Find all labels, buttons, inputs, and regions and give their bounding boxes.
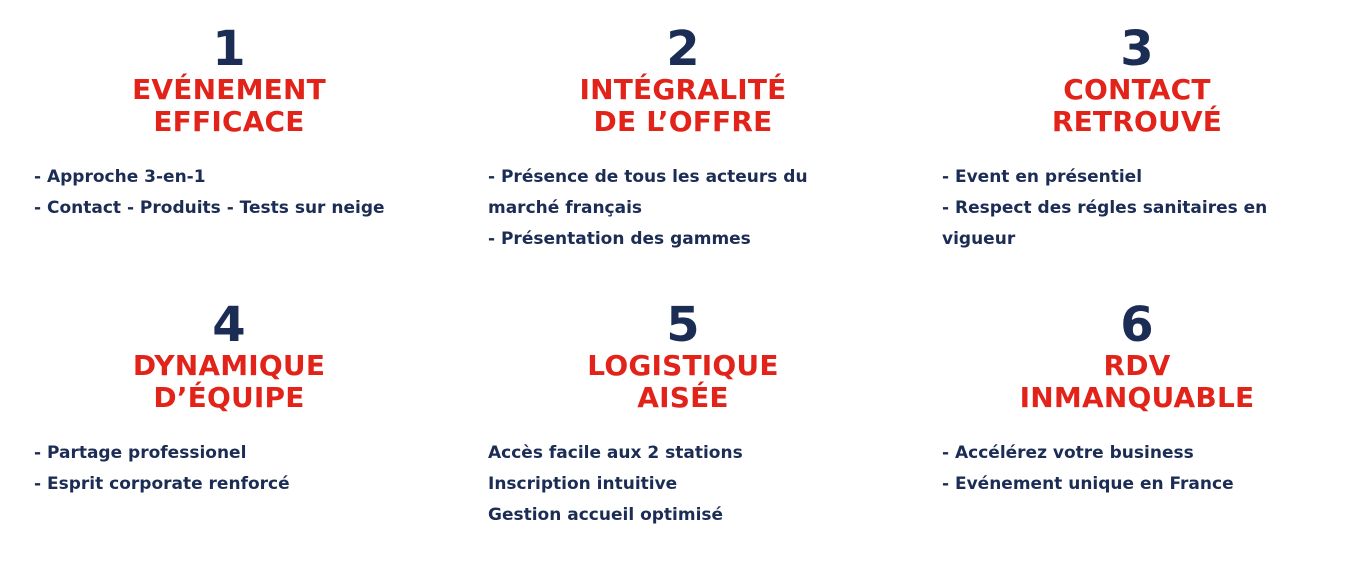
- feature-bullet: - Partage professionel: [34, 443, 247, 463]
- feature-bullet: - Contact - Produits - Tests sur neige: [34, 198, 385, 218]
- feature-title-line: EVÉNEMENT: [132, 73, 326, 106]
- feature-bullet: - Event en présentiel: [942, 167, 1143, 187]
- feature-title: [34, 350, 424, 414]
- feature-number: 3: [1120, 21, 1154, 77]
- feature-title: [488, 74, 878, 138]
- feature-bullet: - Evénement unique en France: [942, 474, 1234, 494]
- feature-title-line: INMANQUABLE: [1019, 381, 1255, 414]
- feature-bullet: - Présentation des gammes: [488, 229, 751, 249]
- feature-bullet: Gestion accueil optimisé: [488, 505, 724, 525]
- feature-card-6: [942, 294, 1332, 570]
- feature-bullet: - Accélérez votre business: [942, 443, 1194, 463]
- feature-title: [488, 350, 878, 414]
- feature-bullets: [488, 162, 868, 255]
- feature-title-line: INTÉGRALITÉ: [579, 73, 787, 106]
- feature-bullets: [488, 438, 868, 531]
- feature-card-2: [488, 18, 942, 294]
- feature-bullets: [34, 162, 414, 224]
- feature-title-line: DE L’OFFRE: [593, 105, 773, 138]
- feature-bullets: [942, 162, 1322, 255]
- feature-card-1: [34, 18, 488, 294]
- feature-bullet: Inscription intuitive: [488, 474, 678, 494]
- feature-bullets: [942, 438, 1322, 500]
- feature-number: 2: [666, 21, 700, 77]
- feature-bullet: - Approche 3-en-1: [34, 167, 206, 187]
- feature-card-3: [942, 18, 1332, 294]
- feature-number: 5: [666, 297, 700, 353]
- feature-title-line: EFFICACE: [153, 105, 305, 138]
- feature-number: 4: [212, 297, 246, 353]
- feature-title-line: RETROUVÉ: [1051, 105, 1223, 138]
- feature-title-line: LOGISTIQUE: [587, 349, 779, 382]
- feature-card-5: [488, 294, 942, 570]
- feature-title-line: AISÉE: [637, 381, 729, 414]
- feature-title-line: DYNAMIQUE: [132, 349, 326, 382]
- feature-bullet: - Présence de tous les acteurs du marché français: [488, 167, 808, 218]
- feature-bullet: - Respect des régles sanitaires en vigueur: [942, 198, 1268, 249]
- feature-number: 1: [212, 21, 246, 77]
- feature-title-line: RDV: [1103, 349, 1171, 382]
- feature-bullet: - Esprit corporate renforcé: [34, 474, 290, 494]
- feature-title: [34, 74, 424, 138]
- feature-card-4: [34, 294, 488, 570]
- feature-number: 6: [1120, 297, 1154, 353]
- feature-bullet: Accès facile aux 2 stations: [488, 443, 743, 463]
- feature-title-line: D’ÉQUIPE: [153, 381, 305, 414]
- feature-title-line: CONTACT: [1063, 73, 1211, 106]
- feature-title: [942, 350, 1332, 414]
- feature-bullets: [34, 438, 414, 500]
- feature-title: [942, 74, 1332, 138]
